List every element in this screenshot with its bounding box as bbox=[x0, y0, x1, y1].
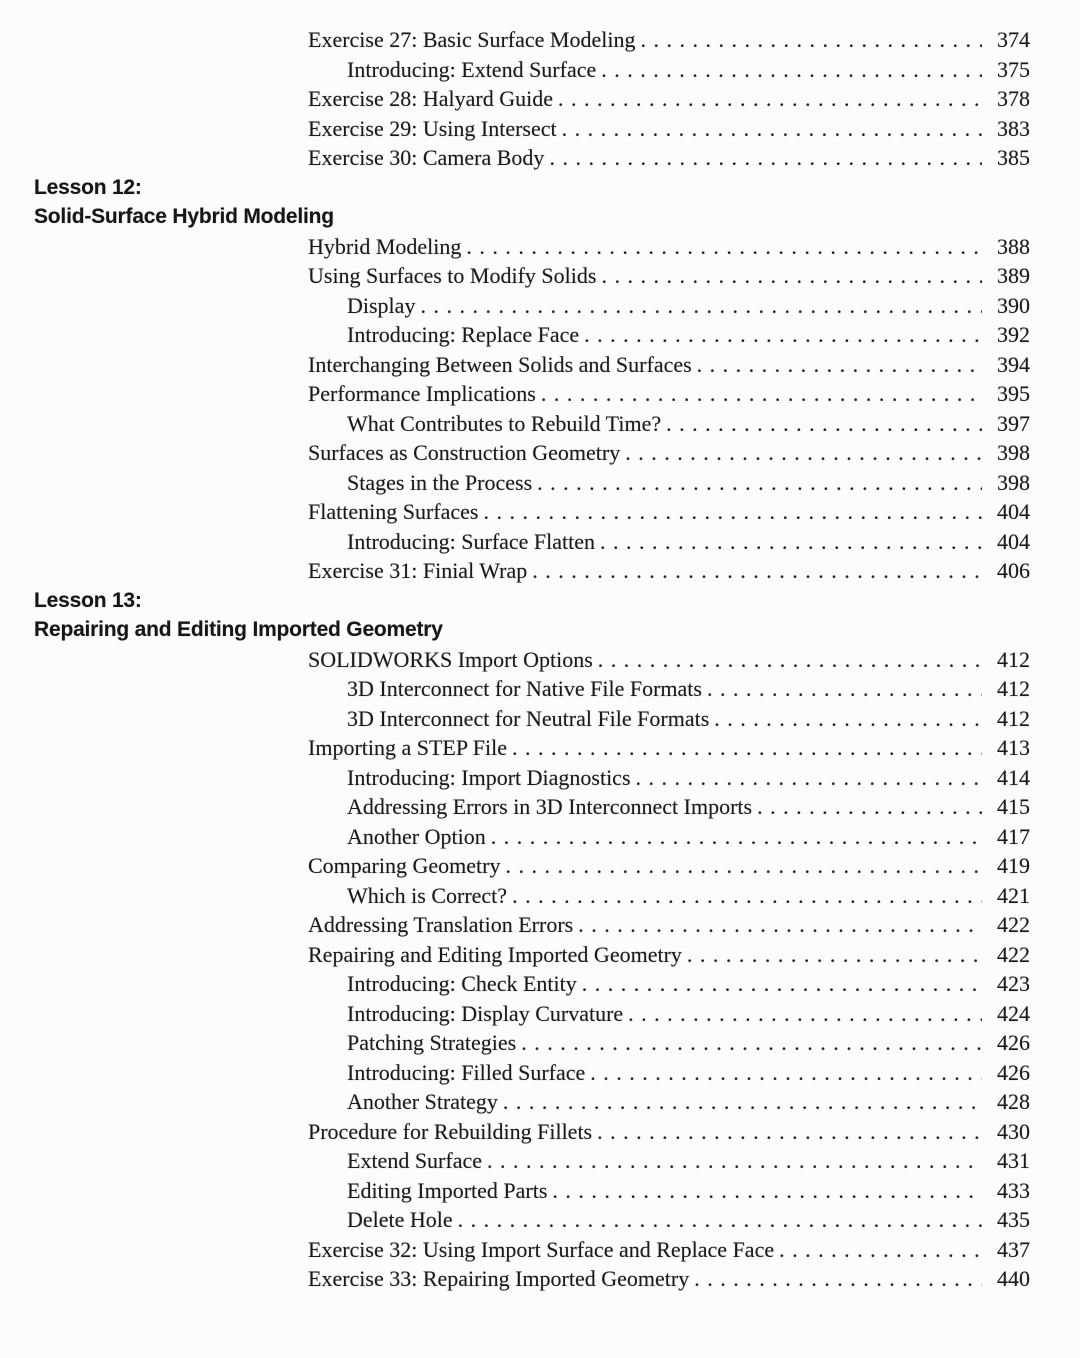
toc-entry-title: SOLIDWORKS Import Options bbox=[308, 646, 593, 672]
lesson-title-heading: Solid-Surface Hybrid Modeling bbox=[34, 205, 334, 228]
dot-leader-icon bbox=[507, 881, 982, 911]
dot-leader-icon bbox=[486, 822, 982, 852]
toc-entry-page-number: 394 bbox=[997, 351, 1030, 377]
toc-entry-title: Exercise 28: Halyard Guide bbox=[308, 86, 553, 111]
dot-leader-icon bbox=[461, 232, 982, 262]
toc-entry bbox=[347, 1087, 1030, 1117]
toc-entry-page-number: 433 bbox=[997, 1177, 1030, 1203]
toc-entry-title: Another Strategy bbox=[347, 1089, 498, 1114]
toc-entry-page-number: 430 bbox=[997, 1118, 1030, 1144]
toc-entry-title: Exercise 29: Using Intersect bbox=[308, 115, 557, 141]
toc-entry bbox=[347, 822, 1030, 852]
dot-leader-icon bbox=[453, 1205, 982, 1235]
dot-leader-icon bbox=[623, 999, 982, 1029]
toc-entry-title: Exercise 32: Using Import Surface and Replace Face bbox=[308, 1236, 775, 1262]
toc-entry-page-number: 389 bbox=[997, 263, 1030, 288]
toc-entry-title: Using Surfaces to Modify Solids bbox=[308, 263, 597, 288]
toc-entry-title: Introducing: Import Diagnostics bbox=[347, 764, 631, 790]
toc-entry-title: Introducing: Replace Face bbox=[347, 322, 580, 347]
dot-leader-icon bbox=[478, 497, 982, 527]
toc-entry-title: Exercise 31: Finial Wrap bbox=[308, 558, 528, 583]
toc-entry-page-number: 426 bbox=[997, 1059, 1030, 1085]
dot-leader-icon bbox=[595, 527, 982, 557]
toc-entry bbox=[347, 409, 1030, 439]
toc-entry-title: Introducing: Filled Surface bbox=[347, 1059, 586, 1085]
toc-entry bbox=[308, 350, 1030, 380]
toc-entry-page-number: 406 bbox=[997, 558, 1030, 583]
toc-entry-page-number: 412 bbox=[997, 646, 1030, 672]
toc-entry-title: Importing a STEP File bbox=[308, 735, 508, 760]
toc-entry-page-number: 412 bbox=[997, 705, 1030, 731]
toc-entry bbox=[308, 1264, 1030, 1294]
toc-entry bbox=[308, 1235, 1030, 1265]
toc-entry-title: Exercise 33: Repairing Imported Geometry bbox=[308, 1266, 690, 1291]
toc-entry-page-number: 419 bbox=[997, 853, 1030, 878]
toc-entry bbox=[347, 969, 1030, 999]
dot-leader-icon bbox=[702, 674, 982, 704]
toc-entry bbox=[347, 1176, 1030, 1206]
dot-leader-icon bbox=[536, 379, 982, 409]
toc-entry-page-number: 431 bbox=[997, 1148, 1030, 1173]
toc-entry-title: Introducing: Check Entity bbox=[347, 971, 577, 996]
toc-entry bbox=[347, 1028, 1030, 1058]
toc-entry bbox=[308, 232, 1030, 262]
toc-entry bbox=[308, 556, 1030, 586]
dot-leader-icon bbox=[682, 940, 982, 970]
dot-leader-icon bbox=[527, 556, 982, 586]
toc-container bbox=[0, 25, 1080, 1294]
toc-entry bbox=[308, 851, 1030, 881]
toc-entry bbox=[347, 1058, 1030, 1088]
toc-entry-page-number: 375 bbox=[997, 56, 1030, 82]
dot-leader-icon bbox=[553, 84, 982, 114]
toc-entry-title: Interchanging Between Solids and Surfaces bbox=[308, 351, 692, 377]
toc-entry-page-number: 435 bbox=[997, 1207, 1030, 1232]
dot-leader-icon bbox=[596, 55, 982, 85]
dot-leader-icon bbox=[592, 1117, 982, 1147]
toc-entry-title: Another Option bbox=[347, 823, 486, 849]
toc-entry bbox=[347, 999, 1030, 1029]
toc-entry-page-number: 415 bbox=[997, 794, 1030, 819]
dot-leader-icon bbox=[498, 1087, 982, 1117]
toc-entry bbox=[308, 438, 1030, 468]
lesson-number-heading: Lesson 13: bbox=[34, 588, 142, 612]
toc-entry-title: Display bbox=[347, 292, 416, 318]
toc-entry bbox=[308, 261, 1030, 291]
toc-entry bbox=[308, 733, 1030, 763]
toc-entry-page-number: 392 bbox=[997, 322, 1030, 347]
dot-leader-icon bbox=[620, 438, 982, 468]
toc-entry-page-number: 398 bbox=[997, 440, 1030, 465]
toc-entry bbox=[347, 1146, 1030, 1176]
toc-entry-page-number: 374 bbox=[997, 27, 1030, 52]
dot-leader-icon bbox=[557, 114, 982, 144]
dot-leader-icon bbox=[752, 792, 982, 822]
toc-entry-page-number: 417 bbox=[997, 823, 1030, 849]
toc-entry-title: Flattening Surfaces bbox=[308, 499, 479, 524]
toc-entry-page-number: 440 bbox=[997, 1266, 1030, 1291]
dot-leader-icon bbox=[573, 910, 982, 940]
toc-entry-title: Exercise 27: Basic Surface Modeling bbox=[308, 27, 636, 52]
toc-entry-title: Editing Imported Parts bbox=[347, 1177, 548, 1203]
dot-leader-icon bbox=[709, 704, 982, 734]
toc-entry bbox=[308, 114, 1030, 144]
toc-entry-title: 3D Interconnect for Native File Formats bbox=[347, 676, 702, 701]
toc-entry bbox=[347, 1205, 1030, 1235]
toc-entry bbox=[347, 792, 1030, 822]
toc-entry-page-number: 412 bbox=[997, 676, 1030, 701]
toc-entry-page-number: 413 bbox=[997, 735, 1030, 760]
toc-entry bbox=[308, 910, 1030, 940]
toc-entry bbox=[308, 645, 1030, 675]
toc-entry-title: Addressing Errors in 3D Interconnect Imports bbox=[347, 794, 753, 819]
dot-leader-icon bbox=[596, 261, 982, 291]
dot-leader-icon bbox=[516, 1028, 982, 1058]
toc-entry-page-number: 422 bbox=[997, 912, 1030, 937]
toc-entry bbox=[347, 468, 1030, 498]
toc-entry bbox=[347, 704, 1030, 734]
dot-leader-icon bbox=[547, 1176, 982, 1206]
toc-entry-title: What Contributes to Rebuild Time? bbox=[347, 410, 662, 436]
dot-leader-icon bbox=[482, 1146, 982, 1176]
dot-leader-icon bbox=[500, 851, 982, 881]
dot-leader-icon bbox=[635, 25, 982, 55]
toc-entry-page-number: 395 bbox=[997, 381, 1030, 406]
toc-entry-page-number: 414 bbox=[997, 764, 1030, 790]
dot-leader-icon bbox=[689, 1264, 982, 1294]
dot-leader-icon bbox=[631, 763, 982, 793]
toc-entry-page-number: 390 bbox=[997, 292, 1030, 318]
toc-entry-page-number: 404 bbox=[997, 499, 1030, 524]
toc-entry-page-number: 385 bbox=[997, 145, 1030, 170]
dot-leader-icon bbox=[692, 350, 982, 380]
dot-leader-icon bbox=[593, 645, 982, 675]
toc-entry bbox=[347, 291, 1030, 321]
toc-entry bbox=[347, 320, 1030, 350]
toc-entry-page-number: 422 bbox=[997, 941, 1030, 967]
toc-entry-title: Procedure for Rebuilding Fillets bbox=[308, 1118, 593, 1144]
lesson-title-heading: Repairing and Editing Imported Geometry bbox=[34, 618, 443, 641]
toc-entry bbox=[308, 940, 1030, 970]
toc-entry-page-number: 404 bbox=[997, 528, 1030, 554]
toc-entry-title: Introducing: Extend Surface bbox=[347, 56, 597, 82]
toc-entry-title: Repairing and Editing Imported Geometry bbox=[308, 941, 682, 967]
toc-entry-page-number: 437 bbox=[997, 1236, 1030, 1262]
toc-entry-title: Introducing: Display Curvature bbox=[347, 1000, 624, 1026]
toc-entry-title: Stages in the Process bbox=[347, 469, 533, 495]
dot-leader-icon bbox=[661, 409, 982, 439]
dot-leader-icon bbox=[579, 320, 982, 350]
lesson-number-heading: Lesson 12: bbox=[34, 175, 142, 199]
toc-entry bbox=[308, 379, 1030, 409]
toc-entry-page-number: 398 bbox=[997, 469, 1030, 495]
toc-entry bbox=[308, 84, 1030, 114]
toc-entry-page-number: 397 bbox=[997, 410, 1030, 436]
toc-entry-page-number: 426 bbox=[997, 1030, 1030, 1055]
dot-leader-icon bbox=[507, 733, 982, 763]
toc-entry-title: Which is Correct? bbox=[347, 882, 508, 908]
dot-leader-icon bbox=[544, 143, 982, 173]
toc-entry-title: Addressing Translation Errors bbox=[308, 912, 574, 937]
toc-entry bbox=[347, 55, 1030, 85]
toc-entry-title: Patching Strategies bbox=[347, 1030, 517, 1055]
toc-entry-page-number: 424 bbox=[997, 1000, 1030, 1026]
toc-entry bbox=[347, 763, 1030, 793]
toc-entry-title: Surfaces as Construction Geometry bbox=[308, 440, 621, 465]
toc-entry bbox=[308, 1117, 1030, 1147]
toc-entry-page-number: 383 bbox=[997, 115, 1030, 141]
toc-entry bbox=[308, 143, 1030, 173]
toc-entry-title: Introducing: Surface Flatten bbox=[347, 528, 596, 554]
toc-entry bbox=[308, 497, 1030, 527]
toc-entry-title: Comparing Geometry bbox=[308, 853, 501, 878]
toc-entry bbox=[347, 527, 1030, 557]
dot-leader-icon bbox=[577, 969, 982, 999]
toc-entry-page-number: 388 bbox=[997, 233, 1030, 259]
toc-entry bbox=[308, 25, 1030, 55]
toc-entry-title: Delete Hole bbox=[347, 1207, 453, 1232]
toc-entry-title: Extend Surface bbox=[347, 1148, 482, 1173]
dot-leader-icon bbox=[774, 1235, 982, 1265]
toc-entry-page-number: 423 bbox=[997, 971, 1030, 996]
toc-entry-title: Hybrid Modeling bbox=[308, 233, 462, 259]
toc-entry-title: Performance Implications bbox=[308, 381, 536, 406]
toc-entry-title: 3D Interconnect for Neutral File Formats bbox=[347, 705, 710, 731]
toc-entry-page-number: 421 bbox=[997, 882, 1030, 908]
dot-leader-icon bbox=[585, 1058, 982, 1088]
toc-entry-title: Exercise 30: Camera Body bbox=[308, 145, 545, 170]
toc-entry bbox=[347, 674, 1030, 704]
toc-entry-page-number: 428 bbox=[997, 1089, 1030, 1114]
dot-leader-icon bbox=[415, 291, 982, 321]
toc-entry-page-number: 378 bbox=[997, 86, 1030, 111]
dot-leader-icon bbox=[532, 468, 982, 498]
toc-entry bbox=[347, 881, 1030, 911]
